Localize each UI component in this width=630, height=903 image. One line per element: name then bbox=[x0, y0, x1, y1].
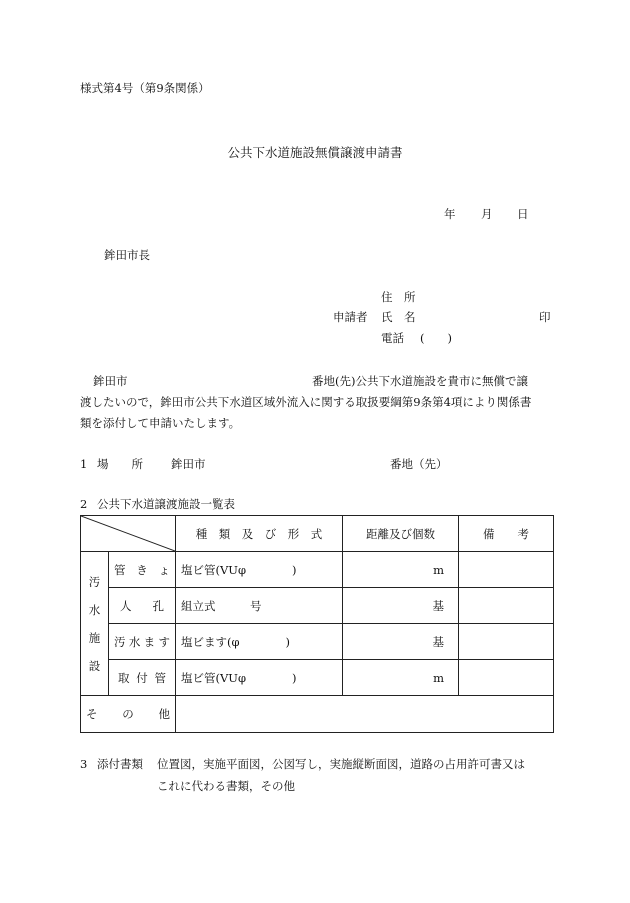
body-line1: 番地(先)公共下水道施設を貴市に無償で譲 bbox=[312, 374, 528, 388]
item1-number: 1 bbox=[80, 457, 88, 471]
other-content bbox=[176, 696, 554, 733]
address-label: 住 所 bbox=[381, 290, 416, 304]
table-row bbox=[81, 552, 554, 588]
item3-number: 3 bbox=[80, 757, 88, 771]
table-row bbox=[81, 660, 554, 696]
document-title: 公共下水道施設無償譲渡申請書 bbox=[227, 145, 403, 160]
seal-mark: 印 bbox=[539, 310, 551, 324]
row-name-pipe: 管 き ょ bbox=[109, 552, 176, 588]
item3-label: 添付書類 bbox=[97, 757, 143, 771]
item1-city: 鉾田市 bbox=[171, 457, 206, 471]
row-name-manhole: 人 孔 bbox=[109, 588, 176, 624]
row-notes bbox=[459, 624, 554, 660]
row-notes bbox=[459, 552, 554, 588]
date-year: 年 bbox=[444, 207, 456, 221]
table-row bbox=[81, 624, 554, 660]
name-label: 氏 名 bbox=[381, 310, 416, 324]
row-notes bbox=[459, 588, 554, 624]
item2-label: 公共下水道譲渡施設一覧表 bbox=[97, 497, 235, 511]
row-unit: 基 bbox=[343, 588, 459, 624]
row-spec: 塩ビます(φ ) bbox=[176, 624, 343, 660]
date-day: 日 bbox=[517, 207, 529, 221]
form-number: 様式第4号（第9条関係） bbox=[80, 81, 210, 95]
row-spec: 組立式 号 bbox=[176, 588, 343, 624]
header-kind: 種 類 及 び 形 式 bbox=[176, 516, 343, 552]
item3-line2: これに代わる書類，その他 bbox=[157, 779, 295, 793]
row-spec: 塩ビ管(VUφ ) bbox=[176, 660, 343, 696]
table-row-other bbox=[81, 696, 554, 733]
row-notes bbox=[459, 660, 554, 696]
date-month: 月 bbox=[481, 207, 493, 221]
table-header-row bbox=[81, 516, 554, 552]
addressee: 鉾田市長 bbox=[104, 248, 150, 262]
phone-label: 電話 bbox=[381, 331, 404, 345]
table-row bbox=[81, 588, 554, 624]
header-notes: 備 考 bbox=[459, 516, 554, 552]
row-unit: m bbox=[343, 552, 459, 588]
item2-number: 2 bbox=[80, 497, 88, 511]
item1-suffix: 番地（先） bbox=[390, 457, 448, 471]
row-unit: 基 bbox=[343, 624, 459, 660]
row-spec: 塩ビ管(VUφ ) bbox=[176, 552, 343, 588]
body-city: 鉾田市 bbox=[93, 374, 128, 388]
phone-paren: ( ) bbox=[420, 331, 452, 345]
item3-line1: 位置図，実施平面図，公図写し，実施縦断面図，道路の占用許可書又は bbox=[157, 757, 525, 771]
facilities-table bbox=[80, 515, 554, 733]
diagonal-header-cell bbox=[81, 516, 176, 552]
body-line3: 類を添付して申請いたします。 bbox=[80, 416, 241, 430]
category-sewage-facilities: 汚 水 施 設 bbox=[81, 552, 109, 696]
applicant-role-label: 申請者 bbox=[333, 310, 368, 324]
item1-label: 場 所 bbox=[97, 457, 143, 471]
row-name-connection-pipe: 取 付 管 bbox=[109, 660, 176, 696]
row-name-sewage-basin: 汚 水 ま す bbox=[109, 624, 176, 660]
row-unit: m bbox=[343, 660, 459, 696]
body-line2: 渡したいので，鉾田市公共下水道区域外流入に関する取扱要綱第9条第4項により関係書 bbox=[80, 395, 532, 409]
other-label: そ の 他 bbox=[81, 696, 176, 733]
header-distance: 距離及び個数 bbox=[343, 516, 459, 552]
